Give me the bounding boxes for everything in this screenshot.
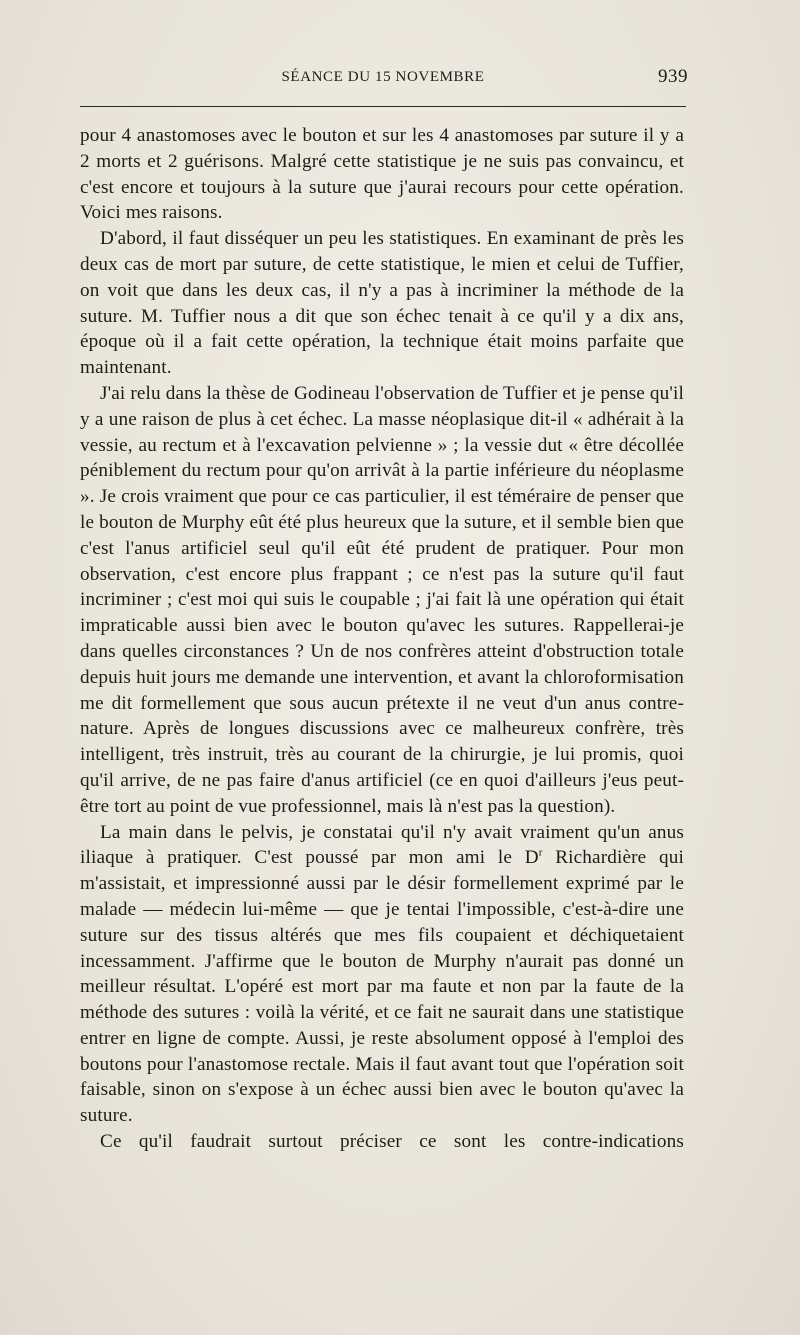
paragraph-text: La main dans le pelvis, je constatai qu'il n'y avait vraiment qu'un anus iliaque à pratiquer. C'est poussé par mon ami le D (80, 821, 684, 869)
paragraph: D'abord, il faut disséquer un peu les statistiques. En examinant de près les deux cas de mort par suture, de cette statistique, le mien et celui de Tuffier, on voit que dans les deux cas, il n'y a pas à incriminer la méthode de la suture. M. Tuffier nous a dit que son échec tenait à ce qu'il y a dix ans, époque où il a fait cette opération, la technique était moins parfaite que maintenant. (80, 228, 684, 379)
paragraph-text: Richardière qui m'assistait, et impressionné aussi par le désir formellement exprimé par le malade — médecin lui-même — que je tentai l'impossible, c'est-à-dire une suture sur des tissus altérés que mes fils coupaient et déchiquetaient incessamment. J'affirme que le bouton de Murphy n'aurait pas donné un meilleur résultat. L'opéré est mort par ma faute et non par la faute de la méthode des sutures : voilà la vérité, et ce fait ne saurait dans une statistique entrer en ligne de compte. Aussi, je reste absolument opposé à l'emploi des boutons pour l'anastomose rectale. Mais il faut avant tout que l'opération soit faisable, sinon on s'expose à un échec aussi bien avec le bouton qu'avec la suture. (80, 847, 684, 1127)
paragraph: pour 4 anastomoses avec le bouton et sur les 4 anastomoses par suture il y a 2 morts et 2 guérisons. Malgré cette statistique je ne suis pas convaincu, et c'est encore et toujours à la suture que j'aurai recours pour cette opération. Voici mes raisons. (80, 125, 684, 224)
header-rule (80, 106, 686, 107)
paragraph: J'ai relu dans la thèse de Godineau l'observation de Tuffier et je pense qu'il y a une raison de plus à cet échec. La masse néoplasique dit-il « adhérait à la vessie, au rectum et à l'excavation pelvienne » ; la vessie dut « être décollée péniblement du rectum pour qu'on arrivât à la partie inférieure du néoplasme ». Je crois vraiment que pour ce cas particulier, il est téméraire de penser que le bouton de Murphy eût été plus heureux que la suture, et il semble bien que c'est l'anus artificiel seul qu'il eût été prudent de pratiquer. Pour mon observation, c'est encore plus frappant ; ce n'est pas la suture qu'il faut incriminer ; c'est moi qui suis le coupable ; j'ai fait là une opération qui était impraticable aussi bien avec le bouton qu'avec les sutures. Rappellerai-je dans quelles circonstances ? Un de nos confrères atteint d'obstruction totale depuis huit jours me demande une intervention, et avant la chloroformisation me dit formellement que sous aucun prétexte il ne veut d'un anus contre-nature. Après de longues discussions avec ce malheureux confrère, très intelligent, très instruit, très au courant de la chirurgie, je lui promis, quoi qu'il arrive, de ne pas faire d'anus artificiel (ce en quoi d'ailleurs j'eus peut-être tort au point de vue professionnel, mais là n'est pas la question). (80, 382, 684, 817)
page-header (78, 66, 688, 94)
body-text (80, 123, 684, 1155)
running-title: SÉANCE DU 15 NOVEMBRE (281, 69, 485, 85)
paragraph: Ce qu'il faudrait surtout préciser ce sont les contre-indications (100, 1131, 684, 1153)
superscript: r (538, 846, 543, 859)
page-number: 939 (658, 66, 688, 87)
paragraph (80, 820, 684, 1130)
